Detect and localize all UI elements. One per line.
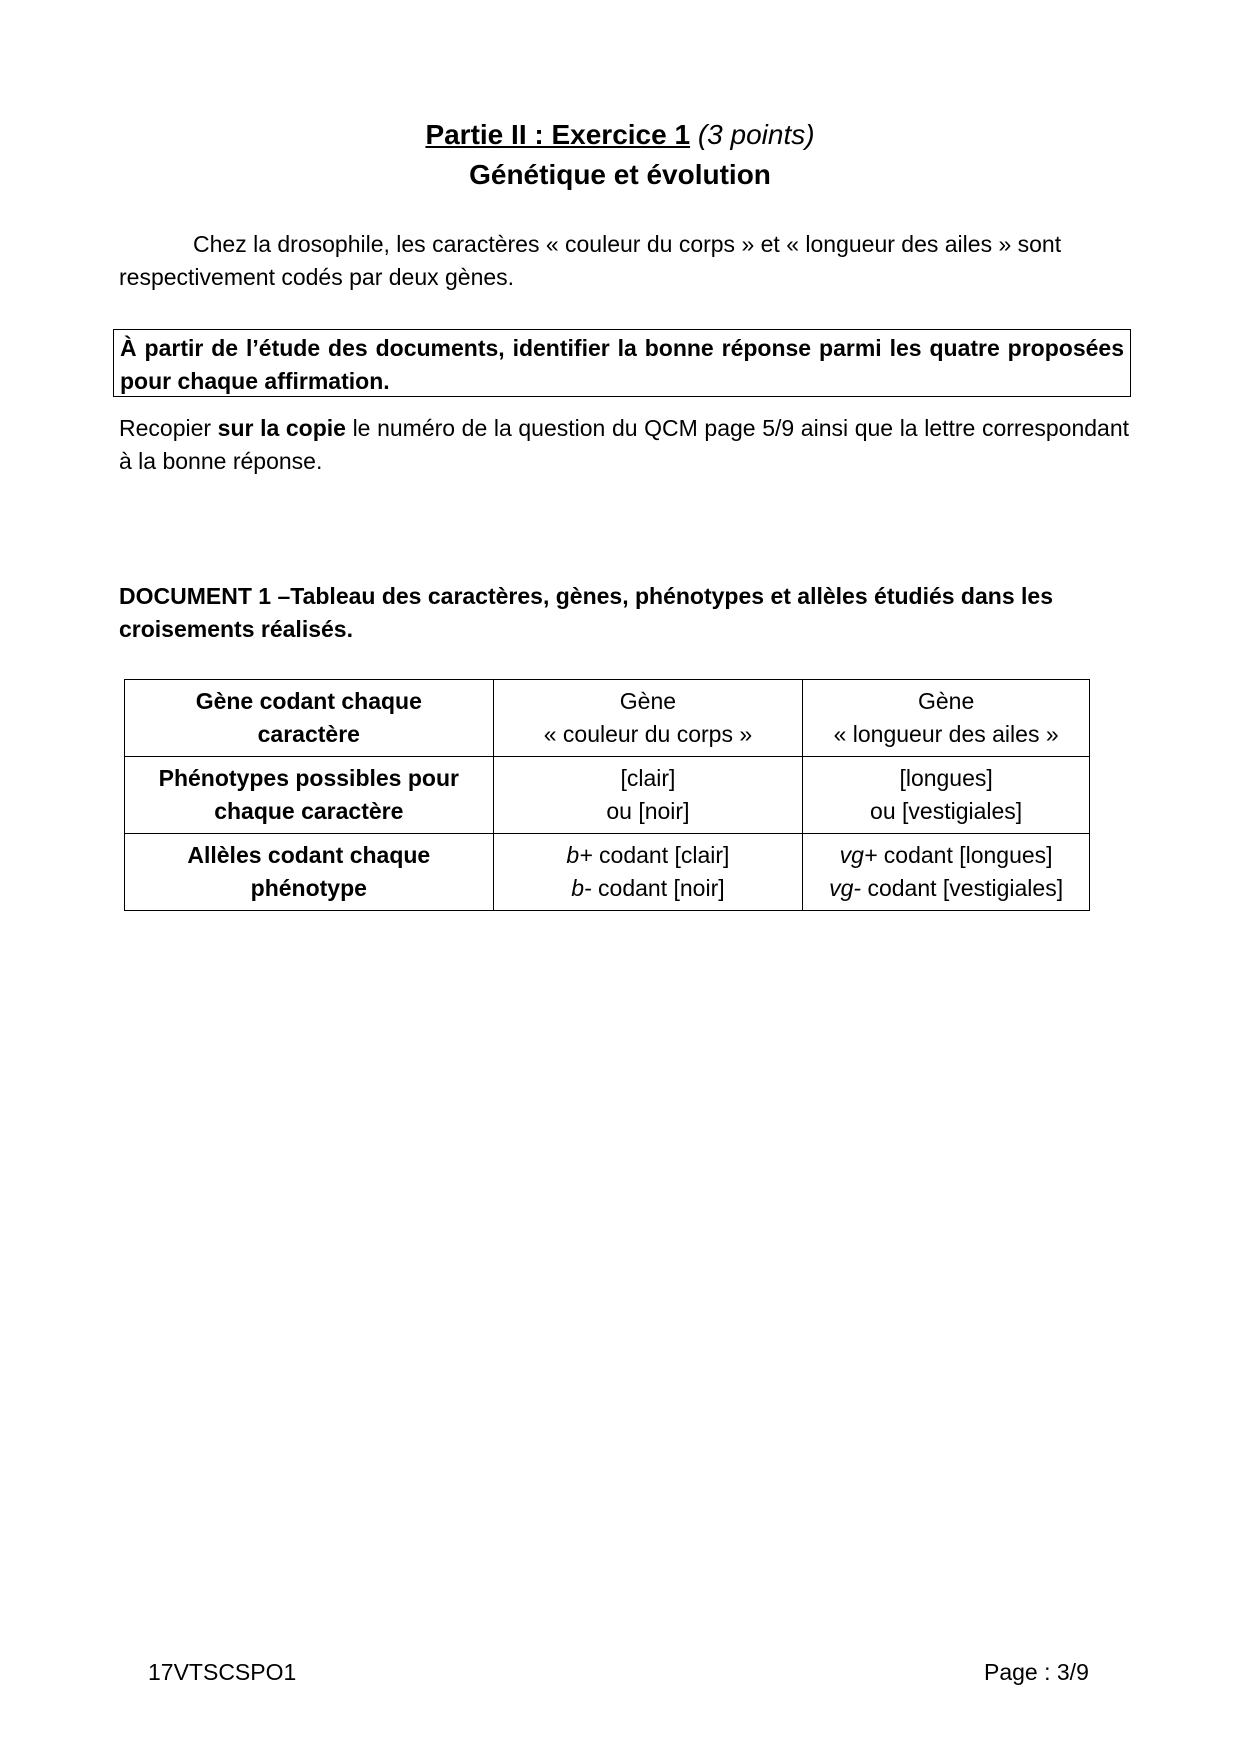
recopy-before: Recopier <box>119 415 218 441</box>
instruction-box: À partir de l’étude des documents, identifier la bonne réponse parmi les quatre proposées pour chaque affirmation. <box>113 329 1131 397</box>
cell-line: caractère <box>257 721 360 747</box>
cell-alleles-wing-length <box>803 834 1090 911</box>
exercise-points: (3 points) <box>697 119 815 150</box>
allele-symbol: vg+ <box>839 842 878 868</box>
cell-phenotypes-wing-length <box>803 757 1090 834</box>
document1-table <box>124 679 1090 911</box>
exercise-title-main: Partie II : Exercice 1 <box>425 119 691 150</box>
allele-text: codant [vestigiales] <box>861 875 1064 901</box>
recopy-bold: sur la copie <box>217 415 346 441</box>
exercise-title <box>0 117 1240 153</box>
footer-code: 17VTSCSPO1 <box>148 1659 297 1685</box>
cell-line: ou [noir] <box>606 798 690 824</box>
row-header-phenotypes <box>125 757 494 834</box>
cell-gene-wing-length <box>803 680 1090 757</box>
cell-line: Gène <box>917 688 975 714</box>
cell-alleles-body-color <box>493 834 803 911</box>
cell-line: « couleur du corps » <box>543 721 753 747</box>
table-row <box>125 757 1090 834</box>
cell-line: « longueur des ailes » <box>833 721 1059 747</box>
table-row <box>125 834 1090 911</box>
cell-line: Allèles codant chaque <box>187 842 431 868</box>
allele-symbol: vg- <box>829 875 862 901</box>
allele-text: codant [clair] <box>592 842 730 868</box>
allele-text: codant [noir] <box>591 875 725 901</box>
cell-line: Gène <box>619 688 677 714</box>
cell-line: ou [vestigiales] <box>870 798 1023 824</box>
footer-page-number: Page : 3/9 <box>984 1659 1089 1685</box>
table-row <box>125 680 1090 757</box>
cell-line: chaque caractère <box>214 798 404 824</box>
exercise-subtitle: Génétique et évolution <box>469 159 771 190</box>
cell-gene-body-color <box>493 680 803 757</box>
cell-line: [longues] <box>899 765 993 791</box>
cell-phenotypes-body-color <box>493 757 803 834</box>
row-header-gene <box>125 680 494 757</box>
cell-line: phénotype <box>250 875 367 901</box>
cell-line: Phénotypes possibles pour <box>158 765 459 791</box>
row-header-alleles <box>125 834 494 911</box>
recopy-paragraph <box>119 412 1129 478</box>
document1-title: DOCUMENT 1 –Tableau des caractères, gènes, phénotypes et allèles étudiés dans les croisements réalisés. <box>119 583 1053 642</box>
allele-text: codant [longues] <box>877 842 1053 868</box>
cell-line: [clair] <box>620 765 676 791</box>
intro-paragraph <box>119 228 1129 294</box>
intro-text: Chez la drosophile, les caractères « couleur du corps » et « longueur des ailes » sont respectivement codés par deux gènes. <box>119 231 1062 290</box>
recopy-after: le numéro de la question du QCM page 5/9 ainsi que la lettre correspondant à la bonne réponse. <box>119 415 1130 474</box>
allele-symbol: b- <box>571 875 592 901</box>
cell-line: Gène codant chaque <box>195 688 422 714</box>
allele-symbol: b+ <box>566 842 593 868</box>
